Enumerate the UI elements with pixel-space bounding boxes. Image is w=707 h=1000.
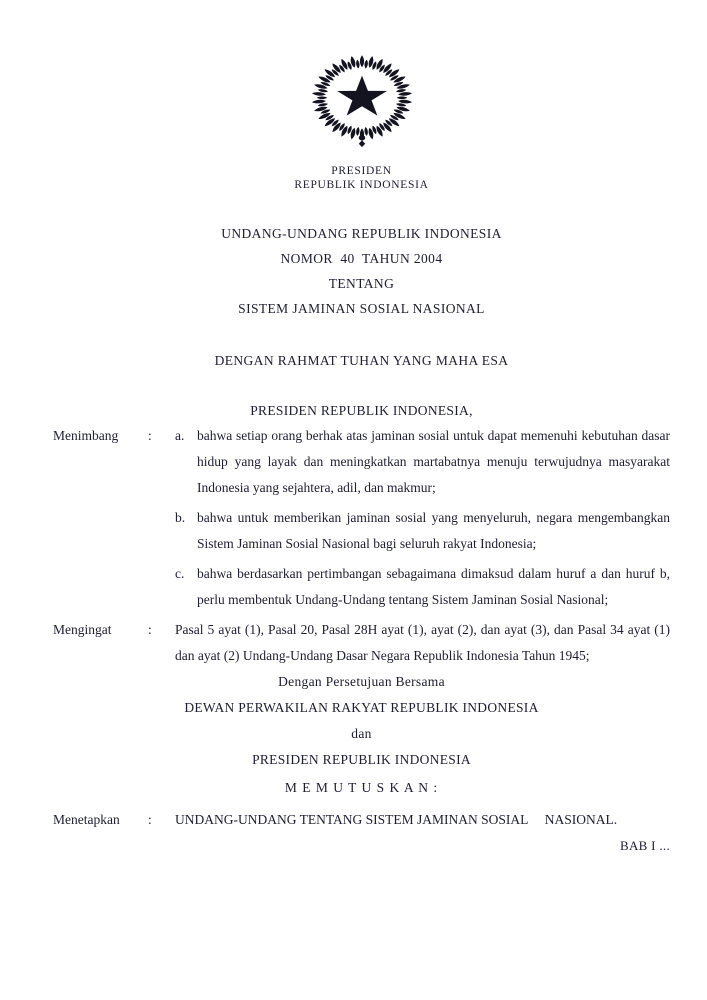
recalling-text: Pasal 5 ayat (1), Pasal 20, Pasal 28H ayat (1), ayat (2), dan ayat (3), dan Pasal 34 ayat (1) dan ayat (2) Undang-Undang Dasar Negara Republik Indonesia Tahun 1945; — [175, 622, 670, 663]
letterhead-seal — [53, 0, 670, 149]
considering-label: Menimbang — [53, 428, 119, 443]
decision-heading: M E M U T U S K A N : — [284, 780, 439, 795]
law-title-line1: UNDANG-UNDANG REPUBLIK INDONESIA — [221, 226, 502, 241]
letterhead-republik-indonesia: REPUBLIK INDONESIA — [294, 179, 429, 191]
joint-agreement-block — [53, 669, 670, 773]
letterhead-presiden: PRESIDEN — [331, 165, 392, 177]
item-text: bahwa berdasarkan pertimbangan sebagaimana dimaksud dalam huruf a dan huruf b, perlu membentuk Undang-Undang tentang Sistem Jaminan Sosial Nasional; — [197, 566, 670, 607]
enacting-section — [53, 807, 670, 833]
letterhead — [53, 164, 670, 192]
recalling-label: Mengingat — [53, 622, 112, 637]
considering-item-c — [175, 561, 670, 613]
agreement-line3: dan — [351, 726, 372, 741]
agreement-line4: PRESIDEN REPUBLIK INDONESIA — [252, 752, 471, 767]
recalling-colon: : — [148, 622, 152, 637]
considering-item-b — [175, 505, 670, 557]
star-wreath-seal-icon — [306, 52, 418, 149]
considering-item-a — [175, 423, 670, 501]
invocation-line: DENGAN RAHMAT TUHAN YANG MAHA ESA — [214, 353, 509, 368]
authority-line: PRESIDEN REPUBLIK INDONESIA, — [250, 403, 473, 418]
law-title — [53, 221, 670, 321]
recalling-section — [53, 617, 670, 669]
enacting-label: Menetapkan — [53, 812, 120, 827]
item-letter: a. — [175, 428, 185, 443]
law-tentang-line: TENTANG — [328, 276, 395, 291]
law-number-line: NOMOR 40 TAHUN 2004 — [280, 251, 443, 266]
agreement-line1: Dengan Persetujuan Bersama — [278, 674, 445, 689]
item-letter: c. — [175, 566, 185, 581]
agreement-line2: DEWAN PERWAKILAN RAKYAT REPUBLIK INDONESIA — [184, 700, 539, 715]
considering-section — [53, 423, 670, 613]
item-letter: b. — [175, 510, 186, 525]
item-text: bahwa setiap orang berhak atas jaminan sosial untuk dapat memenuhi kebutuhan dasar hidup yang layak dan meningkatkan martabatnya menuju terwujudnya masyarakat Indonesia yang sejahtera, adil, dan makmur; — [197, 428, 670, 495]
enacting-text: UNDANG-UNDANG TENTANG SISTEM JAMINAN SOSIAL NASIONAL. — [175, 812, 618, 827]
enacting-colon: : — [148, 812, 152, 827]
law-subject-line: SISTEM JAMINAN SOSIAL NASIONAL — [238, 301, 485, 316]
catchword-bab-i: BAB I ... — [619, 838, 670, 853]
considering-items — [175, 423, 670, 613]
item-text: bahwa untuk memberikan jaminan sosial yang menyeluruh, negara mengembangkan Sistem Jaminan Sosial Nasional bagi seluruh rakyat Indonesia; — [197, 510, 670, 551]
considering-colon: : — [148, 428, 152, 443]
